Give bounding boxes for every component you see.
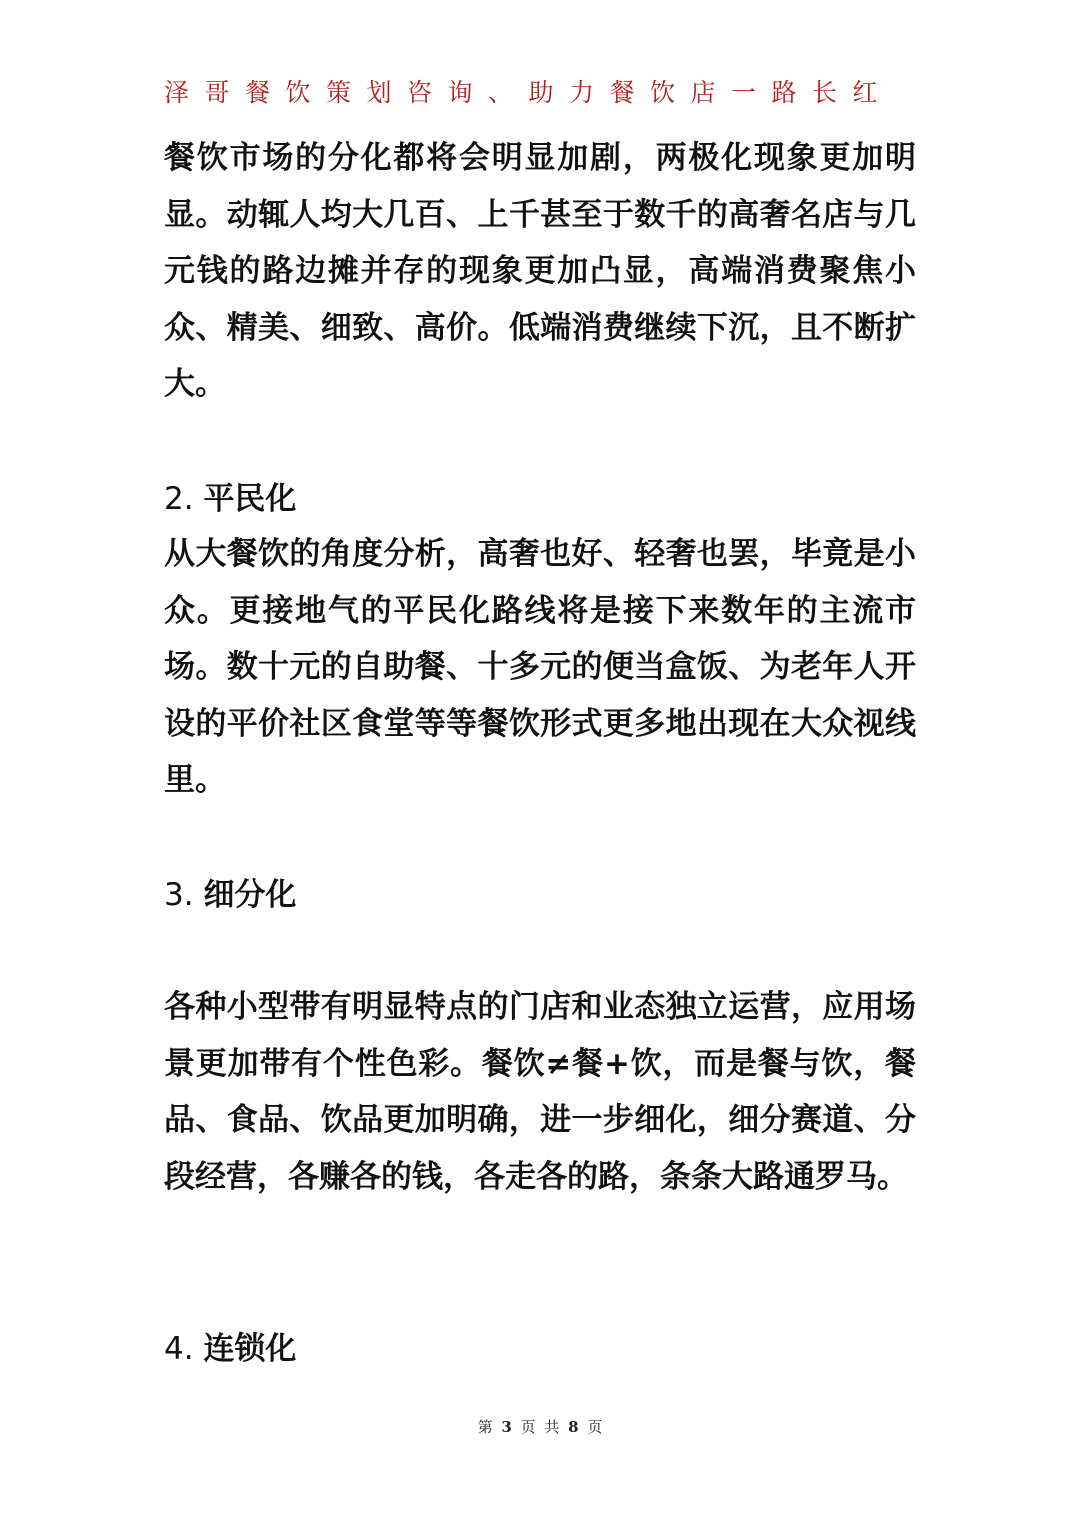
section-title: 连锁化 [203,1331,297,1367]
paragraph-pingmin [164,526,916,809]
page-header-tagline: 泽哥餐饮策划咨询、助力餐饮店一路长红 [164,78,894,107]
page-footer [0,1416,1080,1438]
paragraph-text: 餐饮市场的分化都将会明显加剧，两极化现象更加明显。动辄人均大几百、上千甚至于数千的高奢名店与几元钱的路边摊并存的现象更加凸显，高端消费聚焦小众、精美、细致、高价。低端消费继续下沉，且不断扩大。 [164,140,916,402]
footer-suffix: 页 [587,1418,603,1436]
section-number: 2. [164,481,194,517]
paragraph-text: 各种小型带有明显特点的门店和业态独立运营，应用场景更加带有个性色彩。餐饮≠餐+饮，而是餐与饮，餐品、食品、饮品更加明确，进一步细化，细分赛道、分段经营，各赚各的钱，各走各的路，条条大路通罗马。 [164,989,916,1195]
section-title: 平民化 [203,481,297,517]
section-number: 4. [164,1331,194,1367]
section-heading-2 [164,479,296,519]
footer-middle: 页 共 [520,1418,560,1436]
section-number: 3. [164,877,194,913]
paragraph-intro [164,130,916,413]
footer-total-pages: 8 [568,1418,579,1436]
section-heading-4 [164,1329,296,1369]
footer-current-page: 3 [501,1418,512,1436]
paragraph-text: 从大餐饮的角度分析，高奢也好、轻奢也罢，毕竟是小众。更接地气的平民化路线将是接下来数年的主流市场。数十元的自助餐、十多元的便当盒饭、为老年人开设的平价社区食堂等等餐饮形式更多地出现在大众视线里。 [164,536,916,798]
section-heading-3 [164,875,296,915]
section-title: 细分化 [203,877,297,913]
paragraph-xifen [164,979,916,1205]
footer-prefix: 第 [477,1418,493,1436]
